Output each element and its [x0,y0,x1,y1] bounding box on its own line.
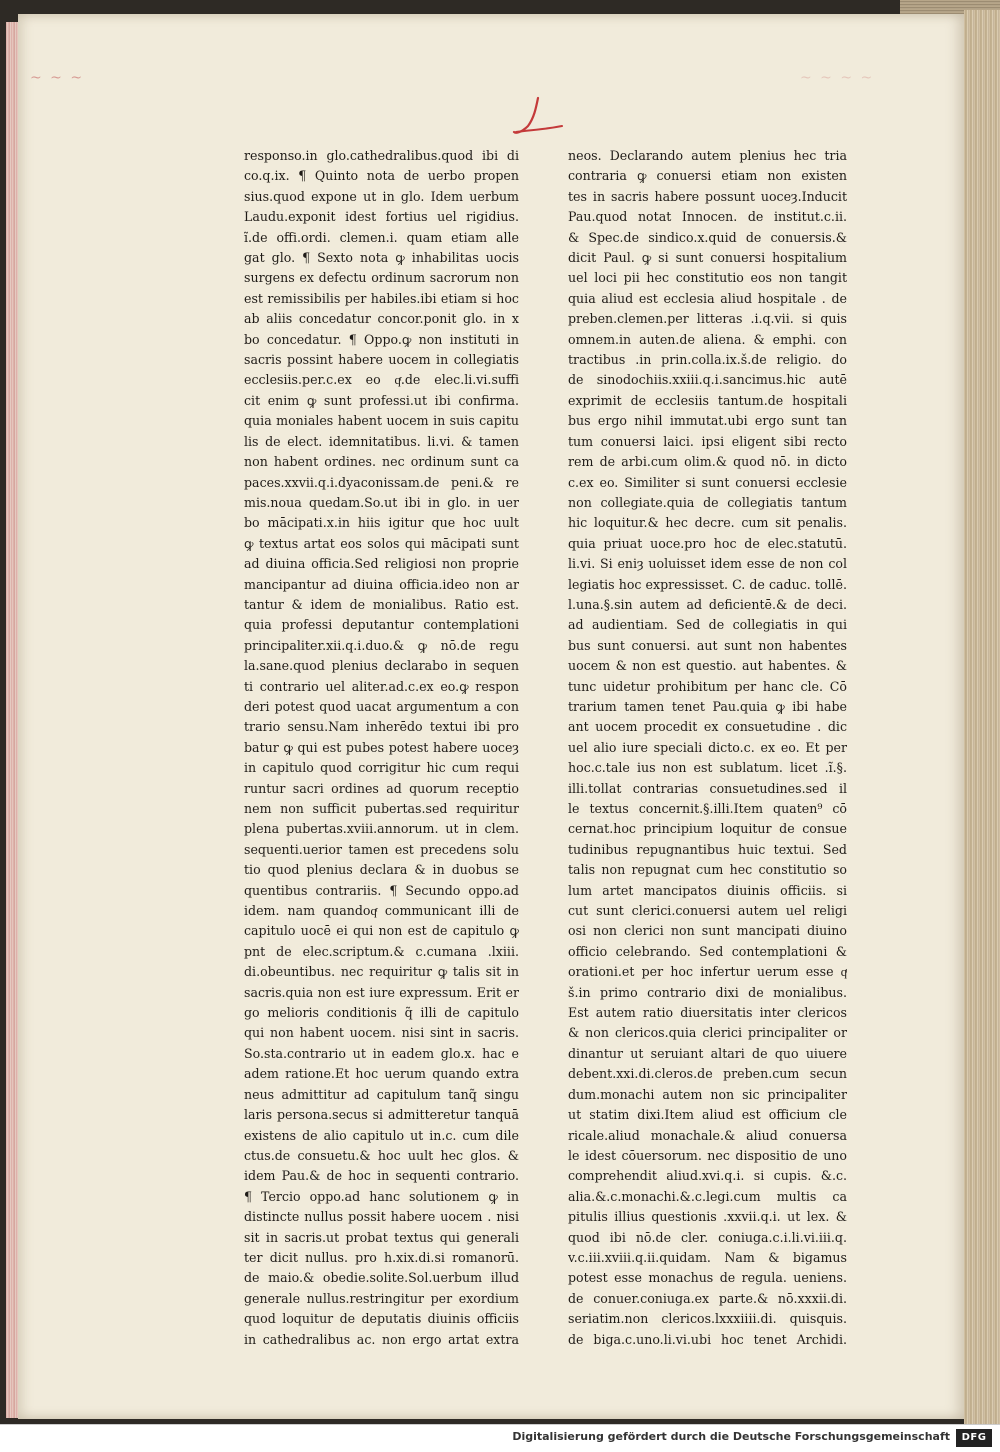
text-line: gat glo. ¶ Sexto nota ꝙ inhabilitas uocis [244,250,519,266]
text-line: sius.quod expone ut in glo. Idem uerbum [244,188,519,204]
text-line: le idest cōuersorum. nec dispositio de uno [568,1147,847,1163]
text-line: ĩ.de offi.ordi. clemen.i. quam etiam alle [244,229,519,245]
text-line: ecclesiis.per.c.ex eo qͬ.de elec.li.vi.suffi [244,372,519,388]
text-line: contraria ꝙ conuersi etiam non existen [568,168,847,184]
text-line: comprehendit aliud.xvi.q.i. si cupis. &.c. [568,1168,847,1184]
text-line: dinantur ut seruiant altari de quo uiuere [568,1045,847,1061]
text-line: ¶ Tercio oppo.ad hanc solutionem ꝙ in [244,1188,519,1204]
text-line: officio celebrando. Sed contemplationi & [568,943,847,959]
text-line: tractibus .in prin.colla.ix.š.de religio. do [568,352,847,368]
text-line: uel loci pii hec constitutio eos non tangit [568,270,847,286]
text-line: bo concedatur. ¶ Oppo.ꝙ non instituti in [244,331,519,347]
text-line: principaliter.xii.q.i.duo.& ꝙ nō.de regu [244,637,519,653]
faded-red-marginalia-right: ~ ~ ~ ~ [800,70,875,86]
text-line: Est autem ratio diuersitatis inter clericos [568,1005,847,1021]
text-line: respon​so.in glo.cathedralibus.quod ibi di [244,148,519,163]
text-line: quia aliud est ecclesia aliud hospitale . de [568,290,847,306]
text-line: ter dicit nullus. pro h.xix.di.si romanorū. [244,1249,519,1265]
text-line: quia priuat uoce.pro hoc de elec.statutū. [568,535,847,551]
text-line: adem ratione.Et hoc uerum quando extra [244,1066,519,1082]
text-line: idem. nam quandoqͬ communicant illi de [244,903,519,919]
text-line: existens de alio capitulo ut in.c. cum dile [244,1127,519,1143]
text-line: l.una.§.sin autem ad deficientē.& de deci. [568,596,847,612]
text-line: in cathedralibus ac. non ergo artat extra [244,1331,519,1347]
text-line: ab aliis concedatur concor.ponit glo. in x [244,311,519,327]
text-line: quod ibi nō.de cler. coniuga.c.i.li.vi.iii.q. [568,1229,847,1245]
text-line: talis non repugnat cum hec constitutio so [568,862,847,878]
text-line: tantur & idem de monialibus. Ratio est. [244,596,519,612]
text-line: runtur sacri ordines ad quorum receptio [244,780,519,796]
text-line: go melioris conditionis q̃ illi de capitulo [244,1005,519,1021]
text-line: bus sunt conuersi. aut sunt non habentes [568,637,847,653]
text-line: preben.clemen.per litteras .i.q.vii. si quis [568,311,847,327]
faded-red-marginalia: ~ ~ ~ [30,70,85,86]
text-line: neos. Declarando autem plenius hec tria [568,148,847,163]
text-line: orationi.et per hoc infertur uerum esse qͬ [568,964,847,980]
text-line: trario sensu.Nam inherēdo textui ibi pro [244,719,519,735]
text-line: dicit Paul. ꝙ si sunt conuersi hospitalium [568,250,847,266]
text-line: ꝙ textus artat eos solos qui mācipati sunt [244,535,519,551]
text-line: le textus concernit.§.illi.Item quaten⁹ cō [568,801,847,816]
text-line: surgens ex defectu ordinum sacrorum non [244,270,519,286]
text-column-left [244,146,519,1350]
text-line: So.sta.contrario ut in eadem glo.x. hac e [244,1045,519,1061]
text-line: laris persona.secus si admitteretur tanquā [244,1107,519,1123]
text-line: Pau.quod notat Innocen. de institut.c.ii. [568,209,847,225]
text-line: de sinodochiis.xxiii.q.i.sancimus.hic autē [568,372,847,388]
text-line: tudinibus repugnantibus huic textui. Sed [568,841,847,857]
text-line: di.obeuntibus. nec requiritur ꝙ talis sit in [244,964,519,980]
text-line: trarium tamen tenet Pau.quia ꝙ ibi habe [568,698,847,714]
text-line: ti contrario uel aliter.ad.c.ex eo.ꝙ respon [244,678,519,694]
text-line: deri potest quod uacat argumentum a con [244,698,519,714]
text-line: cut sunt clerici.conuersi autem uel religi [568,903,847,919]
text-line: non collegiate.quia de collegiatis tantum [568,494,847,510]
text-line: de conuer.coniuga.ex parte.& nō.xxxii.di. [568,1290,847,1306]
text-line: non habent ordines. nec ordinum sunt ca [244,454,519,470]
text-line: rem de arbi.cum olim.& quod nō. in dicto [568,454,847,470]
text-line: de biga.c.uno.li.vi.ubi hoc tenet Archidi. [568,1331,847,1347]
text-line: idem Pau.& de hoc in sequenti contrario. [244,1168,519,1184]
text-line: generale nullus.restringitur per exordium [244,1290,519,1306]
text-line: pnt de elec.scriptum.& c.cumana .lxiii. [244,943,519,959]
text-line: š.in primo contrario dixi de monialibus. [568,984,847,1000]
text-line: lis de elect. idemnitatibus. li.vi. & tamen [244,433,519,449]
text-line: quia professi deputantur contemplationi [244,617,519,633]
text-line: & Spec.de sindico.x.quid de conuersis.& [568,229,847,245]
text-line: bo mācipati.x.in hiis igitur que hoc uult [244,515,519,531]
text-line: potest esse monachus de regula. ueniens. [568,1270,847,1286]
text-line: seriatim.non clericos.lxxxiiii.di. quisquis. [568,1311,847,1327]
text-line: sit in sacris.ut probat textus qui generali [244,1229,519,1245]
text-line: dum.monachi autem non sic principaliter [568,1086,847,1102]
text-line: batur ꝙ qui est pubes potest habere uoceȝ [244,739,519,755]
text-line: nem non sufficit pubertas.sed requiritur [244,801,519,816]
text-line: qui non habent uocem. nisi sint in sacris. [244,1025,519,1041]
text-line: de maio.& obedie.solite.Sol.uerbum illud [244,1270,519,1286]
text-line: quia moniales habent uocem in suis capitu [244,413,519,429]
text-line: pitulis illius questionis .xxvii.q.i. ut lex. & [568,1209,847,1225]
text-line: ad audientiam. Sed de collegiatis in qui [568,617,847,633]
text-line: neus admittitur ad capitulum tanq̃ singu [244,1086,519,1102]
book-right-edge [964,10,1000,1425]
text-line: est remissibilis per habiles.ibi etiam si hoc [244,290,519,306]
text-line: tio quod plenius declara & in duobus se [244,862,519,878]
text-line: distincte nullus possit habere uocem . nisi [244,1209,519,1225]
text-line: tes in sacris habere possunt uoceȝ.Inducit [568,188,847,204]
text-line: ut statim dixi.Item aliud est officium cle [568,1107,847,1123]
text-line: uel alio iure speciali dicto.c. ex eo. Et per [568,739,847,755]
text-line: tunc uidetur prohibitum per hanc cle. Cō [568,678,847,694]
text-line: sequenti.uerior tamen est precedens solu [244,841,519,857]
text-line: omnem.in auten.de aliena. & emphi. con [568,331,847,347]
text-line: mancipantur ad diuina officia.ideo non ar [244,576,519,592]
text-line: quod loquitur de deputatis diuinis officiis [244,1311,519,1327]
text-line: plena pubertas.xviii.annorum. ut in clem. [244,821,519,837]
text-line: illi.tollat contrarias consuetudines.sed il [568,780,847,796]
text-line: capitulo uocē ei qui non est de capitulo ꝙ [244,923,519,939]
text-line: ad diuina officia.Sed religiosi non proprie [244,556,519,572]
text-line: v.c.iii.xviii.q.ii.quidam. Nam & bigamus [568,1249,847,1265]
text-line: ctus.de consuetu.& hoc uult hec glos. & [244,1147,519,1163]
text-column-right [568,146,847,1350]
text-line: uocem & non est questio. aut habentes. & [568,658,847,674]
text-line: li.vi. Si eniȝ uoluisset idem esse de non col [568,556,847,572]
text-line: c.ex eo. Similiter si sunt conuersi ecclesie [568,474,847,490]
text-line: mis.noua quedam.So.ut ibi in glo. in uer [244,494,519,510]
text-line: hoc.c.tale ius non est sublatum. licet .ĩ.§. [568,760,847,776]
text-line: sacris.quia non est iure expressum. Erit er [244,984,519,1000]
text-line: cit enim ꝙ sunt professi.ut ibi confirma. [244,392,519,408]
text-line: co.q.ix. ¶ Quinto nota de uerbo propen [244,168,519,184]
text-line: legiatis hoc expressisset. C. de caduc. tollē. [568,576,847,592]
text-line: bus ergo nihil immutat.ubi ergo sunt tan [568,413,847,429]
text-line: la.sane.quod plenius declarabo in sequen [244,658,519,674]
footer-bar [0,1424,1000,1452]
text-line: ricale.aliud monachale.& aliud conuersa [568,1127,847,1143]
text-line: quentibus contrariis. ¶ Secundo oppo.ad [244,882,519,898]
text-line: debent.xxi.di.cleros.de preben.cum secun [568,1066,847,1082]
text-line: sacris possint habere uocem in collegiatis [244,352,519,368]
text-line: lum artet mancipatos diuinis officiis. si [568,882,847,898]
text-line: tum conuersi laici. ipsi eligent sibi recto [568,433,847,449]
text-line: & non clericos.quia clerici principaliter or [568,1025,847,1041]
text-line: paces.xxvii.q.i.dyaconissam.de peni.& re [244,474,519,490]
text-line: osi non clerici non sunt mancipati diuino [568,923,847,939]
red-folio-mark-icon [508,92,568,140]
text-line: exprimit de ecclesiis tantum.de hospitali [568,392,847,408]
text-line: hic loquitur.& hec decre. cum sit penalis. [568,515,847,531]
text-line: ant uocem procedit ex consuetudine . dic [568,719,847,735]
text-line: Laudu.exponit idest fortius uel rigidius. [244,209,519,225]
text-line: alia.&.c.monachi.&.c.legi.cum multis ca [568,1188,847,1204]
text-line: cernat.hoc principium loquitur de consue [568,821,847,837]
funding-notice: Digitalisierung gefördert durch die Deutsche Forschungsgemeinschaft [512,1430,950,1443]
text-line: in capitulo quod corrigitur hic cum requi [244,760,519,776]
dfg-logo-icon: DFG [956,1429,992,1447]
